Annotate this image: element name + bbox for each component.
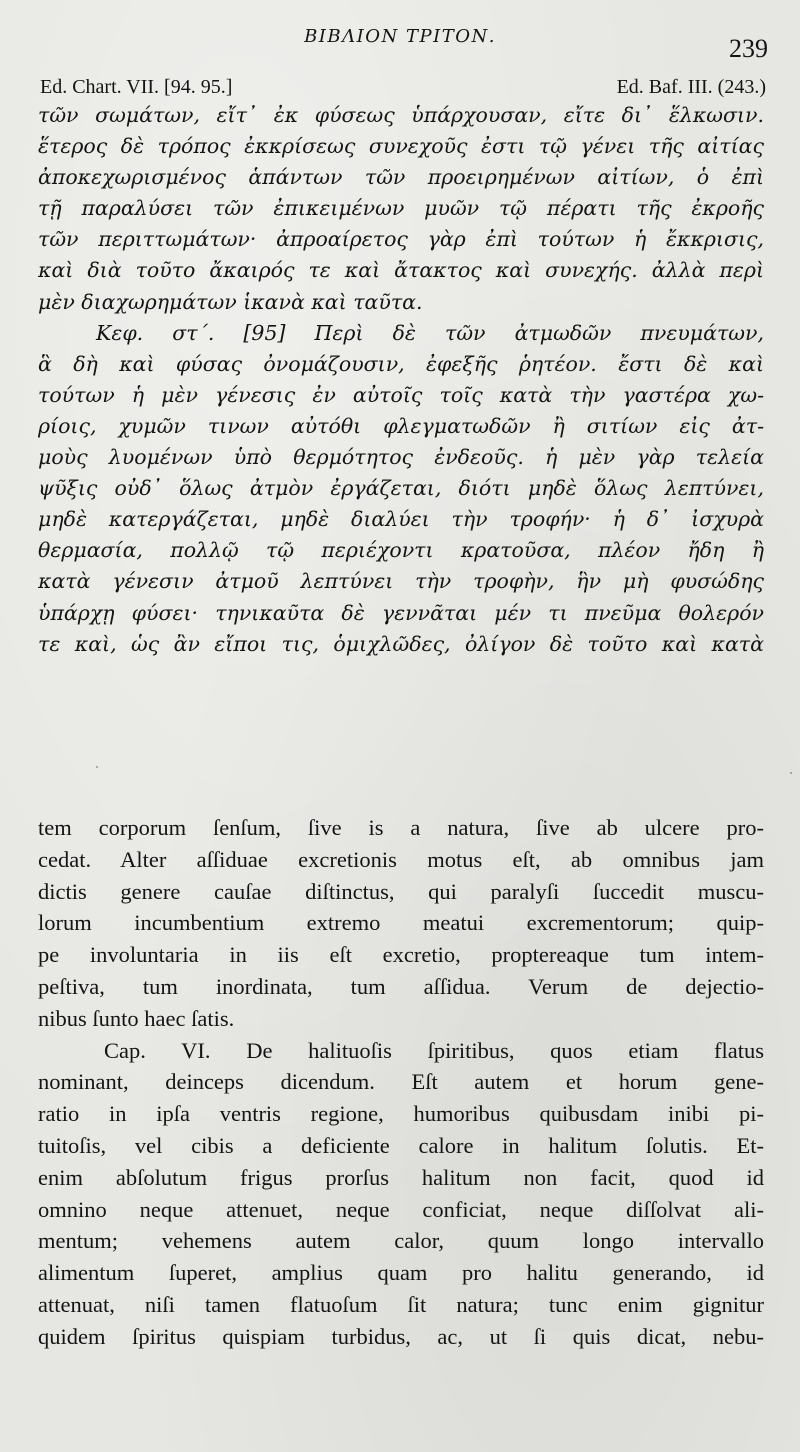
latin-line: nominant, deinceps dicendum. Eſt autem et horum gene-: [38, 1069, 764, 1095]
latin-line: omnino neque attenuet, neque conficiat, neque diſſolvat ali-: [38, 1196, 764, 1222]
paper-speck: [612, 1176, 614, 1178]
greek-line: ὑπάρχῃ φύσει· τηνικαῦτα δὲ γεννᾶται μέν τι πνεῦμα θολερόν: [38, 600, 764, 625]
greek-line: μοὺς λυομένων ὑπὸ θερμότητος ἐνδεοῦς. ἡ μὲν γὰρ τελεία: [38, 445, 764, 470]
latin-chapter-heading-line: Cap. VI. De halituoſis ſpiritibus, quos etiam flatus: [104, 1037, 764, 1063]
latin-line: peſtiva, tum inordinata, tum aſſidua. Verum de dejectio-: [38, 973, 764, 999]
latin-line: lorum incumbentium extremo meatui excrementorum; quip-: [38, 910, 764, 936]
greek-line: ψῦξις οὐδ᾽ ὅλως ἀτμὸν ἐργάζεται, διότι μηδὲ ὅλως λεπτύνει,: [38, 476, 764, 501]
latin-text-block: [38, 812, 764, 1353]
paper-speck: [790, 772, 792, 774]
paper-speck: [96, 766, 98, 768]
greek-text-block: [38, 100, 764, 660]
greek-line: τε καὶ, ὡς ἂν εἴποι τις, ὁμιχλῶδες, ὀλίγον δὲ τοῦτο καὶ κατὰ: [38, 631, 764, 656]
greek-line: κατὰ γένεσιν ἀτμοῦ λεπτύνει τὴν τροφὴν, ἣν μὴ φυσώδης: [38, 569, 764, 594]
latin-line: pe involuntaria in iis eſt excretio, proptereaque tum intem-: [38, 942, 764, 968]
edition-reference-basel: Ed. Baf. III. (243.): [616, 76, 766, 98]
latin-line: nibus ſunto haec ſatis.: [38, 1005, 235, 1031]
page-number: 239: [729, 34, 768, 63]
latin-line: attenuat, niſi tamen flatuoſum ſit natura; tunc enim gignitur: [38, 1291, 764, 1317]
greek-line: ρίοις, χυμῶν τινων αὐτόθι φλεγματωδῶν ἢ σιτίων εἰς ἀτ-: [38, 413, 764, 438]
greek-line: τῶν περιττωμάτων· ἀπροαίρετος γὰρ ἐπὶ τούτων ἡ ἔκκρισις,: [38, 227, 764, 252]
latin-line: mentum; vehemens autem calor, quum longo intervallo: [38, 1228, 764, 1254]
latin-line: dictis genere cauſae diſtinctus, qui paralyſi ſuccedit muscu-: [38, 878, 764, 904]
latin-line: quidem ſpiritus quispiam turbidus, ac, ut ſi quis dicat, nebu-: [38, 1323, 764, 1349]
edition-reference-chartier: Ed. Chart. VII. [94. 95.]: [40, 76, 233, 98]
greek-line: τῇ παραλύσει τῶν ἐπικειμένων μυῶν τῷ πέρατι τῆς ἐκροῆς: [38, 196, 764, 221]
greek-chapter-heading-line: Κεφ. στ΄. [95] Περὶ δὲ τῶν ἀτμωδῶν πνευμάτων,: [96, 320, 764, 345]
greek-line: ἀποκεχωρισμένος ἁπάντων τῶν προειρημένων αἰτίων, ὁ ἐπὶ: [38, 165, 764, 190]
latin-line: alimentum ſuperet, amplius quam pro halitu generando, id: [38, 1260, 764, 1286]
greek-line: τούτων ἡ μὲν γένεσις ἐν αὐτοῖς τοῖς κατὰ τὴν γαστέρα χω-: [38, 382, 764, 407]
greek-line: ἕτερος δὲ τρόπος ἐκκρίσεως συνεχοῦς ἐστι τῷ γένει τῆς αἰτίας: [38, 134, 764, 159]
latin-line: enim abſolutum frigus prorſus halitum non facit, quod id: [38, 1164, 764, 1190]
latin-line: tuitoſis, vel cibis a deficiente calore in halitum ſolutis. Et-: [38, 1132, 764, 1158]
greek-line: μὲν διαχωρημάτων ἱκανὰ καὶ ταῦτα.: [38, 289, 423, 314]
greek-line: τῶν σωμάτων, εἴτ᾽ ἐκ φύσεως ὑπάρχουσαν, εἴτε δι᾽ ἕλκωσιν.: [38, 103, 764, 127]
latin-line: tem corporum ſenſum, ſive is a natura, ſive ab ulcere pro-: [38, 815, 764, 840]
latin-line: cedat. Alter aſſiduae excretionis motus eſt, ab omnibus jam: [38, 846, 764, 872]
greek-line: θερμασία, πολλῷ τῷ περιέχοντι κρατοῦσα, πλέον ἤδη ἢ: [38, 538, 764, 563]
running-head: ΒΙΒΛΙΟΝ ΤΡΙΤΟΝ.: [304, 26, 496, 47]
latin-line: ratio in ipſa ventris regione, humoribus quibusdam inibi pi-: [38, 1101, 764, 1127]
greek-line: καὶ διὰ τοῦτο ἄκαιρός τε καὶ ἄτακτος καὶ συνεχής. ἀλλὰ περὶ: [38, 258, 764, 283]
greek-line: μηδὲ κατεργάζεται, μηδὲ διαλύει τὴν τροφήν· ἡ δ᾽ ἰσχυρὰ: [38, 507, 764, 532]
greek-line: ἃ δὴ καὶ φύσας ὀνομάζουσιν, ἐφεξῆς ῥητέον. ἔστι δὲ καὶ: [38, 351, 764, 376]
